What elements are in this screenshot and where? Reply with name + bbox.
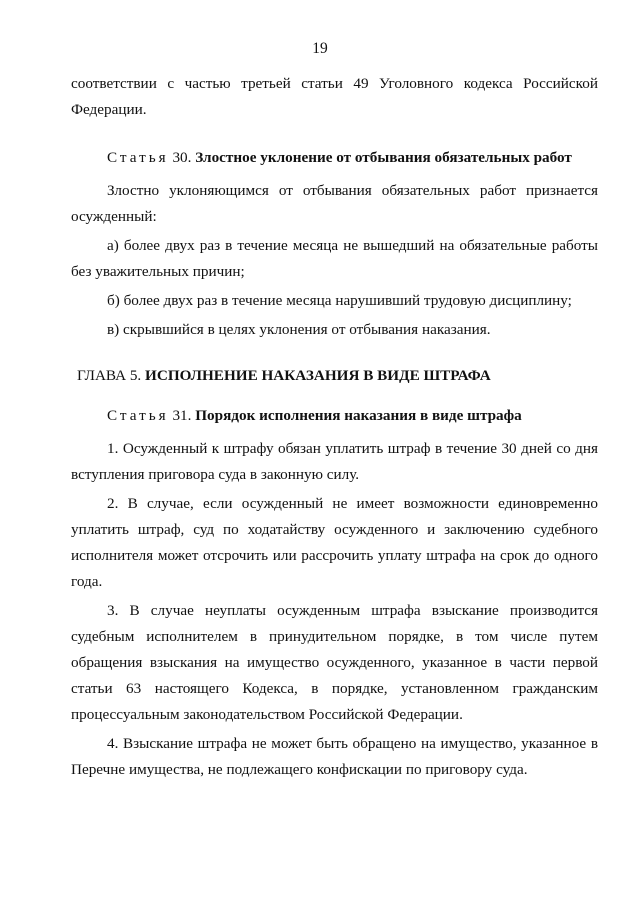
article-30-lead: Злостно уклоняющимся от отбывания обязательных работ признается осужденный: — [71, 182, 598, 225]
intro-paragraph: соответствии с частью третьей статьи 49 Уголовного кодекса Российской Федерации. — [71, 75, 598, 118]
article-30-item-a: а) более двух раз в течение месяца не вышедший на обязательные работы без уважительных причин; — [71, 237, 598, 280]
article-number: 30. — [172, 149, 192, 166]
article-label: Статья — [107, 407, 169, 424]
article-30-item-c: в) скрывшийся в целях уклонения от отбывания наказания. — [107, 321, 491, 338]
page-number: 19 — [312, 40, 328, 57]
chapter-label: ГЛАВА 5. — [77, 367, 142, 384]
document-body — [71, 71, 598, 783]
article-31-item-3: 3. В случае неуплаты осужденным штрафа взыскание производится судебным исполнителем в принудительном порядке, в том числе путем обращения взыскания на имущество осужденного, указанное в части первой статьи 63 настоящего Кодекса, в порядке, установленном гражданским процессуальным законодательством Российской Федерации. — [71, 602, 598, 723]
article-31-item-2: 2. В случае, если осужденный не имеет возможности единовременно уплатить штраф, суд по ходатайству осужденного и заключению судебного исполнителя может отсрочить или рассрочить уплату штрафа на срок до одного года. — [71, 495, 598, 590]
article-label: Статья — [107, 149, 169, 166]
article-number: 31. — [172, 407, 192, 424]
chapter-title: ИСПОЛНЕНИЕ НАКАЗАНИЯ В ВИДЕ ШТРАФА — [145, 367, 491, 384]
article-31-item-4: 4. Взыскание штрафа не может быть обращено на имущество, указанное в Перечне имущества, не подлежащего конфискации по приговору суда. — [71, 735, 598, 778]
article-30-heading — [71, 145, 598, 171]
article-30-item-b: б) более двух раз в течение месяца нарушивший трудовую дисциплину; — [107, 292, 572, 309]
article-31-item-1: 1. Осужденный к штрафу обязан уплатить штраф в течение 30 дней со дня вступления приговора суда в законную силу. — [71, 440, 598, 483]
chapter-5-heading — [71, 363, 598, 389]
article-31-heading — [71, 403, 598, 429]
article-title: Злостное уклонение от отбывания обязательных работ — [195, 149, 572, 166]
article-title: Порядок исполнения наказания в виде штрафа — [195, 407, 522, 424]
